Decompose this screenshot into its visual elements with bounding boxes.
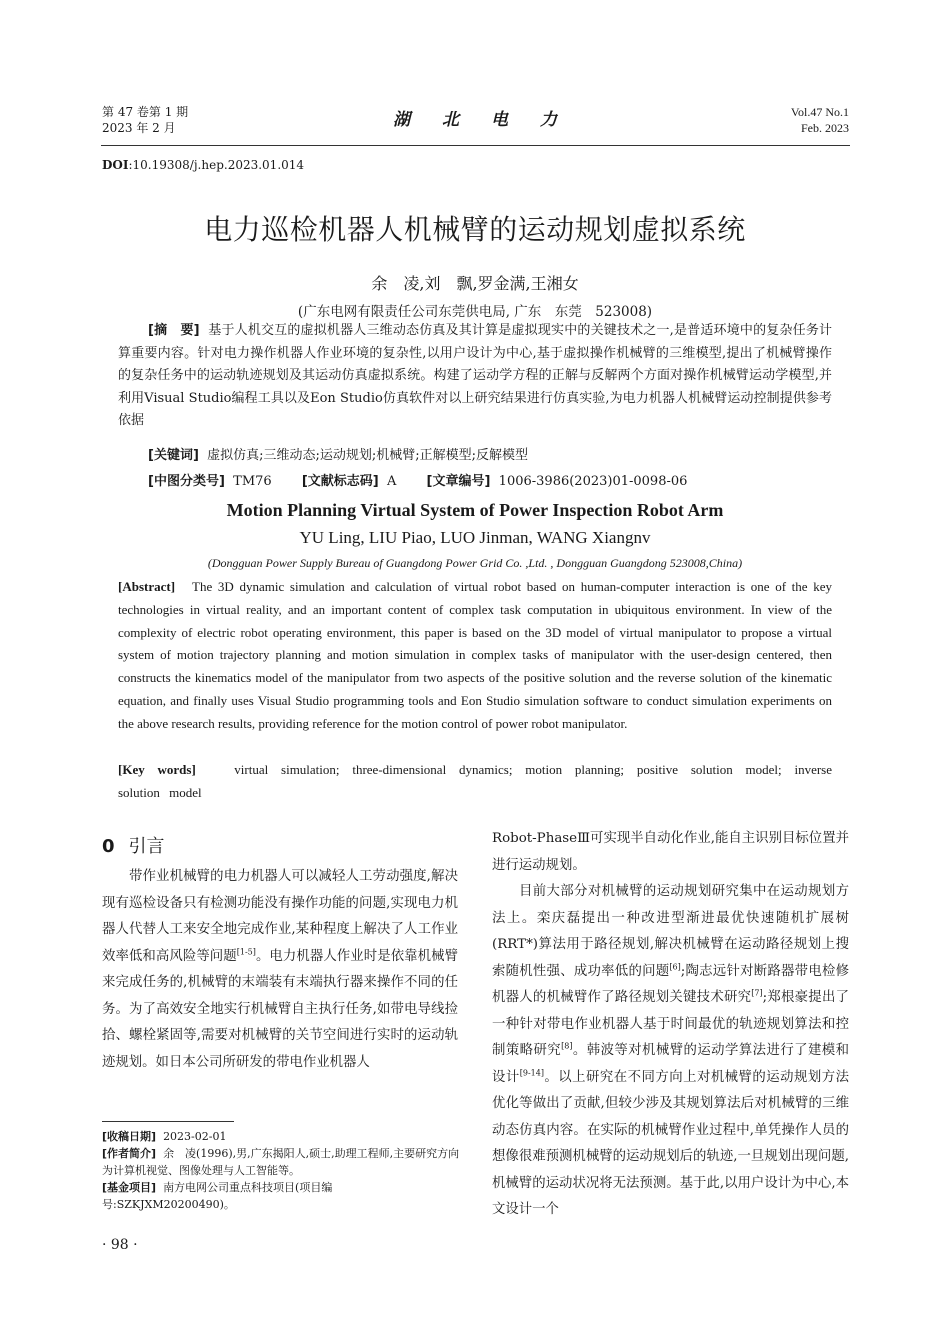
clc-value: TM76 — [233, 474, 272, 489]
header-volume-en: Vol.47 No.1 — [790, 105, 849, 119]
page-number: · 98 · — [102, 1237, 138, 1253]
fund-value: 南方电网公司重点科技项目(项目编号:SZKJXM20200490)。 — [102, 1181, 333, 1211]
doi-value: :10.19308/j.hep.2023.01.014 — [128, 158, 305, 172]
abstract-en — [118, 576, 832, 736]
affiliation-en: (Dongguan Power Supply Bureau of Guangdong Power Grid Co. ,Ltd. , Dongguan Guangdong 523008,China) — [207, 556, 743, 570]
doc-code-label: [文献标志码] — [301, 474, 379, 489]
doi — [102, 158, 304, 172]
keywords-en-label: [Key words] — [118, 762, 196, 777]
citation-6: [6] — [669, 962, 681, 972]
received-value: 2023-02-01 — [163, 1130, 227, 1143]
citation-1-5: [1-5] — [236, 947, 256, 957]
footnote-divider — [102, 1121, 234, 1122]
abstract-en-label: [Abstract] — [118, 579, 176, 594]
doc-code-value: A — [386, 474, 397, 489]
header-date-zh: 2023 年 2 月 — [102, 121, 176, 135]
keywords-en-text: virtual simulation; three-dimensional dynamics; motion planning; positive solution model; inverse solution model — [118, 762, 832, 800]
header-date-en: Feb. 2023 — [801, 121, 849, 135]
p2-text-c: ;郑根豪提出了一种针对带电作业机器人基于时间最优的轨迹规划算法和控制策略研究 — [492, 990, 849, 1058]
header-volume-zh: 第 47 卷第 1 期 — [102, 105, 189, 119]
section-heading — [102, 832, 165, 858]
article-id-value: 1006-3986(2023)01-0098-06 — [498, 474, 688, 489]
p2-text-a: 目前大部分对机械臂的运动规划研究集中在运动规划方法上。栾庆磊提出一种改进型渐进最优快速随机扩展树(RRT*)算法用于路径规划,解决机械臂在运动路径规划上搜索随机性强、成功率低的问题 — [492, 884, 849, 979]
citation-7: [7] — [751, 988, 763, 998]
section-number: 0 — [102, 836, 115, 857]
keywords-zh — [148, 444, 528, 463]
footnote-author — [102, 1145, 462, 1179]
p2-text-d: 。韩波等对机械臂的运动学算法进行了建模和设计 — [492, 1043, 850, 1085]
intro-paragraph-1b: 。电力机器人作业时是依靠机械臂来完成任务的,机械臂的末端装有末端执行器来操作不同的任务。为了高效安全地实行机械臂自主执行任务,如带电导线捡拾、螺栓紧固等,需要对机械臂的关节空间进行实时的运动轨迹规划。如日本公司所研发的带电作业机器人 — [102, 948, 458, 1070]
header-issue-en — [791, 104, 849, 136]
body-left-column — [102, 864, 458, 1076]
footnote-received — [102, 1128, 462, 1145]
paper-title-zh: 电力巡检机器人机械臂的运动规划虚拟系统 — [204, 213, 746, 246]
intro-paragraph-2 — [492, 879, 849, 1224]
p2-text-e: 。以上研究在不同方向上对机械臂的运动规划方法优化等做出了贡献,但较少涉及其规划算法后对机械臂的三维动态仿真内容。在实际的机械臂作业过程中,单凭操作人员的想像很难预测机械臂的运动规划后的轨迹,一旦规划出现问题,机械臂的运动状况将无法预测。基于此,以用户设计为中心,本文设计一个 — [492, 1069, 850, 1217]
classification-row — [148, 470, 687, 489]
citation-9-14: [9-14] — [519, 1068, 544, 1078]
p2-text-b: ;陶志远针对断路器带电检修机器人的机械臂作了路径规划关键技术研究 — [492, 963, 850, 1005]
keywords-en — [118, 759, 832, 805]
keywords-zh-label: [关键词] — [148, 448, 199, 463]
author-value: 余 凌(1996),男,广东揭阳人,硕士,助理工程师,主要研究方向为计算机视觉、图像处理与人工智能等。 — [102, 1147, 460, 1177]
authors-zh: 余 凌,刘 飘,罗金满,王湘女 — [371, 274, 579, 293]
section-title: 引言 — [128, 836, 165, 857]
footnotes — [102, 1128, 462, 1213]
clc-label: [中图分类号] — [148, 474, 225, 489]
authors-en: YU Ling, LIU Piao, LUO Jinman, WANG Xiangnv — [299, 528, 651, 547]
article-id-label: [文章编号] — [426, 474, 491, 489]
citation-8: [8] — [561, 1041, 573, 1051]
header-divider — [101, 145, 850, 146]
footnote-fund — [102, 1179, 462, 1213]
abstract-zh-text: 基于人机交互的虚拟机器人三维动态仿真及其计算是虚拟现实中的关键技术之一,是普适环境中的复杂任务计算重要内容。针对电力操作机器人作业环境的复杂性,以用户设计为中心,基于虚拟操作机械臂的三维模型,提出了机械臂操作的复杂任务中的运动轨迹规划及其运动仿真虚拟系统。构建了运动学方程的正解与反解两个方面对操作机械臂运动学模型,并利用Visual Studio编程工具以及Eon Studio仿真软件对以上研究结果进行仿真实验,为电力机器人机械臂运动控制提供参考依据 — [118, 323, 833, 428]
doi-label: DOI — [102, 158, 129, 172]
affiliation-zh: (广东电网有限责任公司东莞供电局, 广东 东莞 523008) — [297, 304, 653, 320]
abstract-zh — [118, 320, 832, 433]
intro-paragraph-cont: Robot-PhaseⅢ可实现半自动化作业,能自主识别目标位置并进行运动规划。 — [492, 831, 849, 873]
paper-title-en: Motion Planning Virtual System of Power Inspection Robot Arm — [226, 500, 724, 520]
author-label: [作者简介] — [102, 1147, 157, 1160]
received-label: [收稿日期] — [102, 1130, 157, 1143]
keywords-zh-text: 虚拟仿真;三维动态;运动规划;机械臂;正解模型;反解模型 — [207, 448, 529, 463]
journal-name: 湖北电力 — [393, 110, 589, 130]
intro-paragraph-1a: 带作业机械臂的电力机器人可以减轻人工劳动强度,解决现有巡检设备只有检测功能没有操作功能的问题,实现电力机器人代替人工来安全地完成作业,某种程度上解决了人工作业效率低和高风险等问题 — [102, 869, 458, 964]
fund-label: [基金项目] — [102, 1181, 157, 1194]
abstract-zh-label: [摘 要] — [148, 323, 200, 338]
abstract-en-text: The 3D dynamic simulation and calculation of virtual robot based on human-computer interaction is one of the key technologies in virtual reality, and an important content of complex task computation in ubiquitous environment. In view of the complexity of electric robot operating environment, this paper is based on the 3D model of virtual manipulator to propose a virtual system of motion trajectory planning and motion simulation in complex tasks of manipulator with the user-design centered, then constructs the kinematics model of the manipulator from two aspects of the positive solution and the reverse solution of the kinematic equation, and finally uses Visual Studio programming tools and Eon Studio simulation software to conduct simulation experiments on the above research results, providing reference for the motion control of power robot manipulator. — [118, 579, 832, 731]
body-right-column — [492, 826, 849, 1224]
